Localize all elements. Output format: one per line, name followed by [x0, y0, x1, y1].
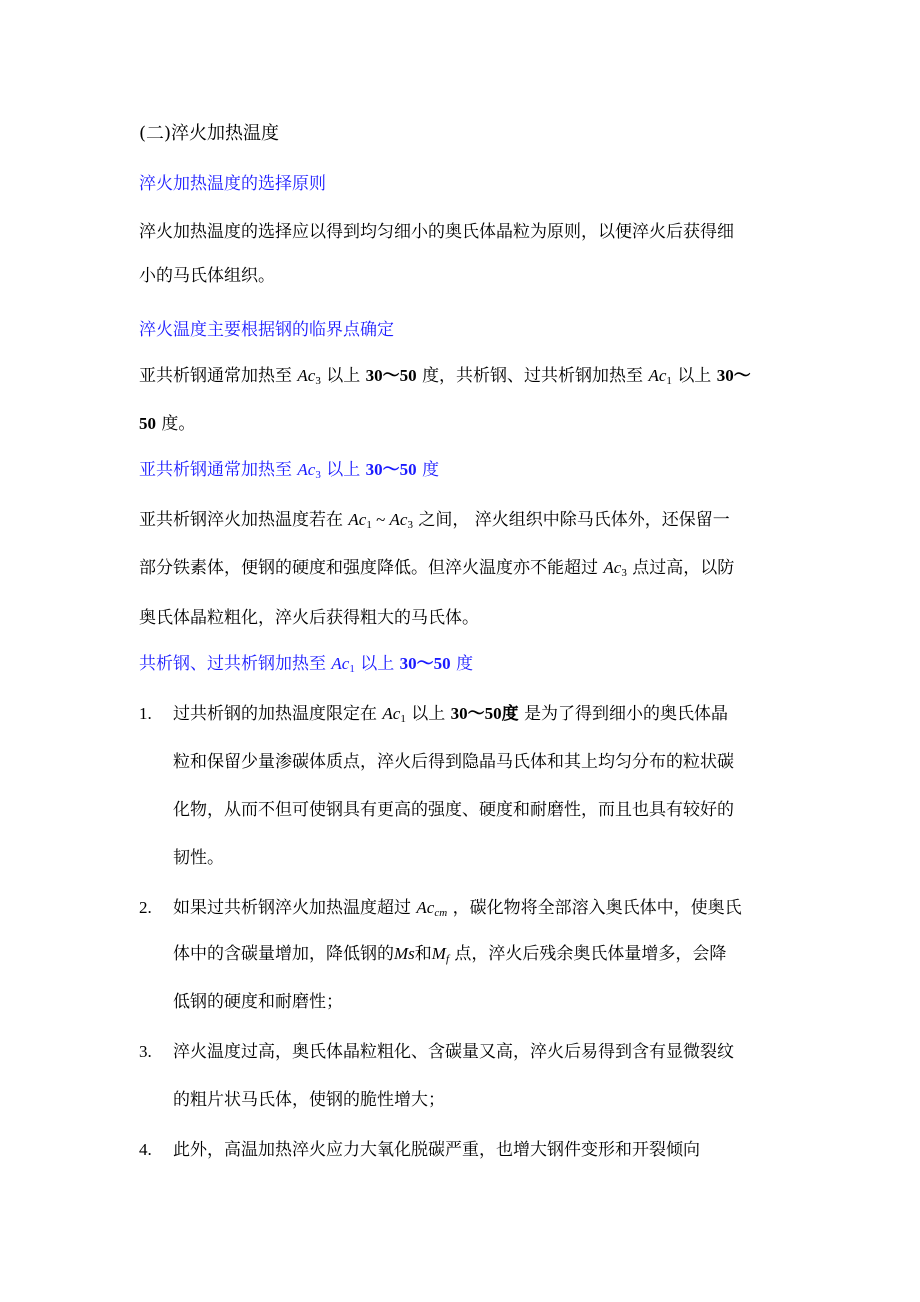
- list-item-1-line-1: 过共析钢的加热温度限定在 $Ac_1$ 以上 30～50度 是为了得到细小的奥氏体晶: [173, 704, 729, 725]
- paragraph-critical-line-2: 50 度。: [139, 414, 196, 434]
- formula-ac1-ac3: $Ac_1$ ~ $Ac_3$: [348, 510, 413, 531]
- list-item-1-line-2: 粒和保留少量渗碳体质点，淬火后得到隐晶马氏体和其上均匀分布的粒状碳: [173, 752, 734, 772]
- paragraph-principle-line-2: 小的马氏体组织。: [139, 266, 275, 286]
- list-item-1-line-4: 韧性。: [173, 848, 224, 868]
- heading-eutectoid: 共析钢、过共析钢加热至 $Ac_1$ 以上 30～50 度: [139, 654, 474, 675]
- list-item-2-line-3: 低钢的硬度和耐磨性；: [173, 992, 343, 1012]
- heading-critical-point: 淬火温度主要根据钢的临界点确定: [139, 320, 394, 340]
- paragraph-hypo-line-1: 亚共析钢淬火加热温度若在 $Ac_1$ ~ $Ac_3$ 之间， 淬火组织中除马氏体外，还保留一: [139, 510, 730, 531]
- formula-ac1: $Ac_1$: [331, 654, 355, 675]
- list-item-3-line-2: 的粗片状马氏体，使钢的脆性增大；: [173, 1090, 445, 1110]
- formula-ac3: $Ac_3$: [297, 366, 321, 387]
- list-number-1: 1.: [139, 704, 152, 723]
- formula-ac1: $Ac_1$: [382, 704, 406, 725]
- formula-ms: Ms: [394, 944, 415, 963]
- formula-accm: $Ac_{cm}$: [416, 898, 448, 919]
- list-number-4: 4.: [139, 1140, 152, 1159]
- list-item-2-line-2: 体中的含碳量增加，降低钢的Ms和$M_f$ 点，淬火后残余奥氏体量增多，会降: [173, 944, 727, 965]
- formula-ac3: $Ac_3$: [603, 558, 627, 579]
- heading-selection-principle: 淬火加热温度的选择原则: [139, 174, 326, 194]
- paragraph-hypo-line-3: 奥氏体晶粒粗化，淬火后获得粗大的马氏体。: [139, 608, 479, 628]
- paragraph-principle-line-1: 淬火加热温度的选择应以得到均匀细小的奥氏体晶粒为原则，以便淬火后获得细: [139, 222, 734, 242]
- list-number-3: 3.: [139, 1042, 152, 1061]
- formula-ac3: $Ac_3$: [297, 460, 321, 481]
- list-item-1-line-3: 化物，从而不但可使钢具有更高的强度、硬度和耐磨性，而且也具有较好的: [173, 800, 734, 820]
- formula-mf: $M_f$: [431, 944, 450, 965]
- heading-hypoeutectoid: 亚共析钢通常加热至 $Ac_3$ 以上 30～50 度: [139, 460, 440, 481]
- paragraph-hypo-line-2: 部分铁素体，便钢的硬度和强度降低。但淬火温度亦不能超过 $Ac_3$ 点过高，以防: [139, 558, 735, 579]
- list-number-2: 2.: [139, 898, 152, 917]
- list-item-3-line-1: 淬火温度过高，奥氏体晶粒粗化、含碳量又高，淬火后易得到含有显微裂纹: [173, 1042, 734, 1062]
- paragraph-critical-line-1: 亚共析钢通常加热至 $Ac_3$ 以上 30～50 度，共析钢、过共析钢加热至 $Ac_1$ 以上 30～: [139, 366, 751, 387]
- list-item-4-line-1: 此外，高温加热淬火应力大氧化脱碳严重，也增大钢件变形和开裂倾向: [173, 1140, 700, 1160]
- list-item-2-line-1: 如果过共析钢淬火加热温度超过 $Ac_{cm}$ ，碳化物将全部溶入奥氏体中，使奥氏: [173, 898, 742, 919]
- formula-ac1: $Ac_1$: [648, 366, 672, 387]
- section-title: (二)淬火加热温度: [139, 123, 280, 144]
